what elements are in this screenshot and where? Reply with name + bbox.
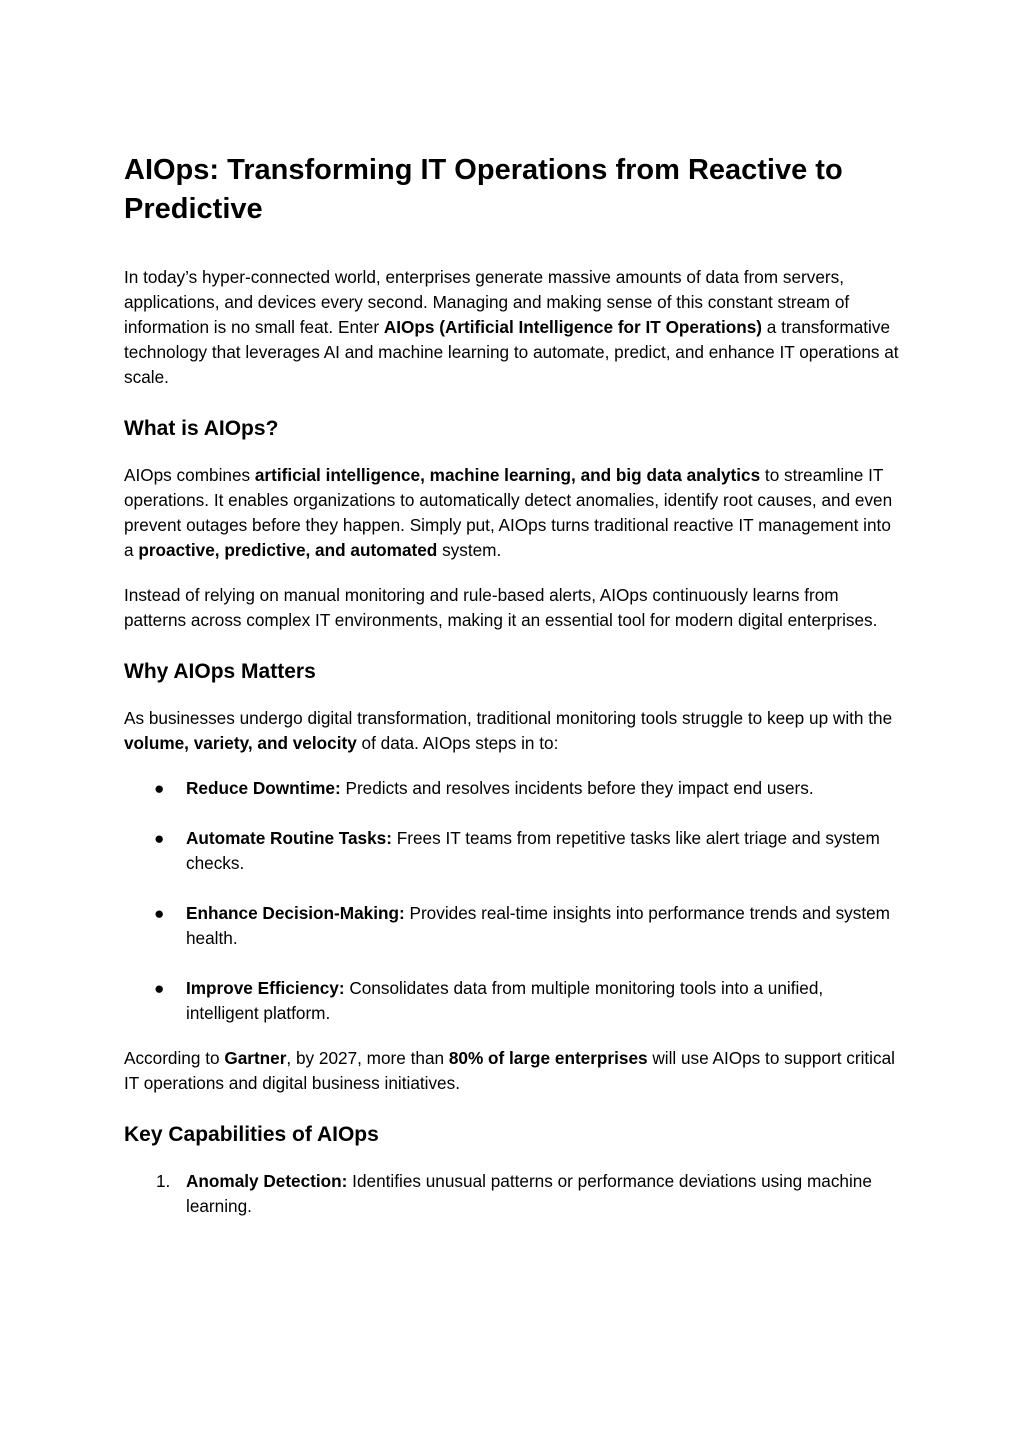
list-item	[124, 776, 900, 801]
list-item	[124, 1169, 900, 1219]
section-heading-why: Why AIOps Matters	[124, 660, 316, 683]
bold-run: volume, variety, and velocity	[124, 733, 357, 753]
item-label: Improve Efficiency:	[186, 978, 345, 998]
item-label: Automate Routine Tasks:	[186, 828, 392, 848]
item-text: Predicts and resolves incidents before they impact end users.	[340, 778, 814, 798]
why-paragraph-1	[124, 706, 900, 756]
bullet-icon: ●	[154, 903, 165, 923]
item-label: Anomaly Detection:	[186, 1171, 348, 1191]
list-item	[124, 826, 900, 876]
text-run: of data. AIOps steps in to:	[356, 733, 559, 753]
list-item	[124, 901, 900, 951]
what-paragraph-2: Instead of relying on manual monitoring and rule-based alerts, AIOps continuously learns from patterns across complex IT environments, making it an essential tool for modern digital enterprises.	[124, 585, 878, 630]
page-title: AIOps: Transforming IT Operations from Reactive to Predictive	[124, 154, 843, 225]
text-run: As businesses undergo digital transformation, traditional monitoring tools struggle to keep up with the	[124, 708, 893, 728]
benefits-list	[124, 776, 900, 1026]
what-paragraph-1	[124, 463, 900, 563]
bullet-icon: ●	[154, 978, 165, 998]
item-text: Identifies unusual patterns or performance deviations using machine learning.	[186, 1171, 872, 1216]
bullet-icon: ●	[154, 778, 165, 798]
bold-run: 80% of large enterprises	[448, 1048, 648, 1068]
bold-run: artificial intelligence, machine learning, and big data analytics	[254, 465, 761, 485]
item-label: Enhance Decision-Making:	[186, 903, 405, 923]
item-text: Provides real-time insights into performance trends and system health.	[186, 903, 890, 948]
document-page	[124, 151, 900, 1219]
bold-run: proactive, predictive, and automated	[138, 540, 438, 560]
text-run: , by 2027, more than	[286, 1048, 449, 1068]
section-heading-what: What is AIOps?	[124, 417, 279, 440]
text-run: will use AIOps to support critical IT operations and digital business initiatives.	[124, 1048, 895, 1093]
text-run: According to	[124, 1048, 225, 1068]
intro-text: a transformative technology that leverages AI and machine learning to automate, predict, and enhance IT operations at scale.	[124, 317, 899, 387]
intro-bold: AIOps (Artificial Intelligence for IT Operations)	[383, 317, 763, 337]
text-run: AIOps combines	[124, 465, 255, 485]
bullet-icon: ●	[154, 828, 165, 848]
text-run: to streamline IT operations. It enables organizations to automatically detect anomalies, identify root causes, and even prevent outages before they happen. Simply put, AIOps turns traditional reactive IT management into a	[124, 465, 893, 560]
bold-run: Gartner	[224, 1048, 287, 1068]
intro-text: In today’s hyper-connected world, enterprises generate massive amounts of data from servers, applications, and devices every second. Managing and making sense of this constant stream of information is no small feat. Enter	[124, 267, 850, 337]
item-text: Frees IT teams from repetitive tasks like alert triage and system checks.	[186, 828, 880, 873]
item-label: Reduce Downtime:	[186, 778, 341, 798]
why-paragraph-2	[124, 1046, 900, 1096]
intro-paragraph	[124, 265, 900, 390]
list-item	[124, 976, 900, 1026]
capabilities-list	[124, 1169, 900, 1219]
list-number: 1.	[156, 1171, 171, 1191]
text-run: system.	[437, 540, 502, 560]
item-text: Consolidates data from multiple monitoring tools into a unified, intelligent platform.	[186, 978, 824, 1023]
section-heading-capabilities: Key Capabilities of AIOps	[124, 1123, 379, 1146]
